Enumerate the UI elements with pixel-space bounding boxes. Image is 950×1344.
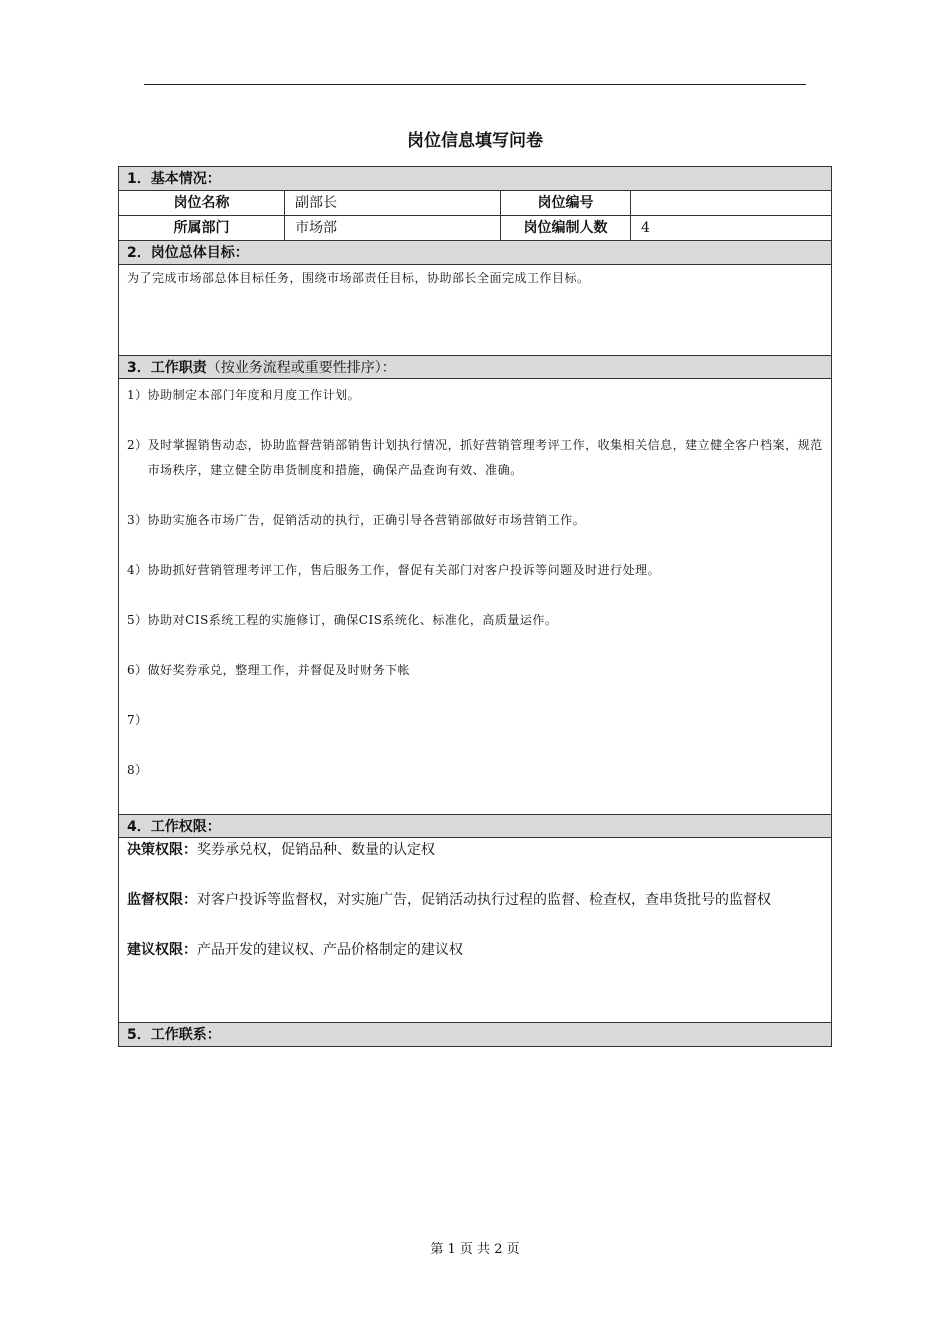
duties-heading-note: （按业务流程或重要性排序）： [206, 360, 396, 376]
duty-number: 3） [127, 513, 148, 527]
header-rule [144, 84, 806, 85]
duties-list [119, 379, 831, 814]
post-code-value [631, 191, 831, 216]
duty-number: 7） [127, 713, 148, 727]
section-contacts-heading: 5．工作联系： [119, 1022, 831, 1046]
authority-item-suggestion [127, 938, 823, 963]
authority-text: 产品开发的建议权、产品价格制定的建议权 [197, 942, 463, 958]
post-name-label: 岗位名称 [119, 191, 285, 216]
duty-text [148, 708, 823, 733]
authority-label: 监督权限： [127, 892, 197, 908]
duty-number: 6） [127, 663, 148, 677]
headcount-value: 4 [631, 216, 831, 241]
headcount-label: 岗位编制人数 [501, 216, 631, 241]
section-authority-heading: 4．工作权限： [119, 814, 831, 838]
duty-item [127, 758, 823, 783]
duty-text: 做好奖券承兑，整理工作，并督促及时财务下帐 [147, 663, 411, 677]
duty-text [148, 758, 823, 783]
page-footer: 第 1 页 共 2 页 [430, 1242, 520, 1257]
questionnaire-form [118, 166, 832, 1047]
department-value: 市场部 [285, 216, 501, 241]
duty-item [127, 708, 823, 733]
authority-item-supervision [127, 888, 823, 913]
duty-item [127, 558, 823, 583]
authority-text: 奖券承兑权，促销品种、数量的认定权 [197, 842, 435, 858]
basic-info-grid [119, 191, 831, 241]
section-basic-heading: 1．基本情况： [119, 167, 831, 191]
duty-item [127, 433, 823, 483]
authority-item-decision [127, 838, 823, 863]
duty-text: 协助抓好营销管理考评工作，售后服务工作，督促有关部门对客户投诉等问题及时进行处理。 [147, 563, 661, 577]
goal-text: 为了完成市场部总体目标任务，围绕市场部责任目标，协助部长全面完成工作目标。 [127, 271, 590, 285]
duty-text: 协助对CIS系统工程的实施修订，确保CIS系统化、标准化，高质量运作。 [147, 613, 558, 627]
duty-number: 5） [127, 613, 148, 627]
duty-text: 协助制定本部门年度和月度工作计划。 [147, 388, 361, 402]
section-duties-heading [119, 355, 831, 379]
section-goal-heading: 2．岗位总体目标： [119, 241, 831, 265]
authority-label: 决策权限： [127, 842, 197, 858]
authority-list [119, 838, 831, 1022]
page-title: 岗位信息填写问卷 [407, 131, 543, 151]
duty-item [127, 658, 823, 683]
duty-text: 协助实施各市场广告，促销活动的执行，正确引导各营销部做好市场营销工作。 [147, 513, 586, 527]
department-label: 所属部门 [119, 216, 285, 241]
duties-heading-title: 3．工作职责 [127, 360, 207, 376]
authority-label: 建议权限： [127, 942, 197, 958]
authority-text: 对客户投诉等监督权，对实施广告，促销活动执行过程的监督、检查权，查串货批号的监督权 [197, 892, 771, 908]
duty-number: 2） [127, 438, 148, 452]
duty-item [127, 508, 823, 533]
duty-number: 1） [127, 388, 148, 402]
post-code-label: 岗位编号 [501, 191, 631, 216]
duty-item [127, 608, 823, 633]
duty-number: 8） [127, 763, 148, 777]
duty-number: 4） [127, 563, 148, 577]
duty-text: 及时掌握销售动态，协助监督营销部销售计划执行情况，抓好营销管理考评工作，收集相关信息，建立健全客户档案，规范市场秩序，建立健全防串货制度和措施，确保产品查询有效、准确。 [147, 438, 823, 477]
duty-item [127, 383, 823, 408]
post-name-value: 副部长 [285, 191, 501, 216]
